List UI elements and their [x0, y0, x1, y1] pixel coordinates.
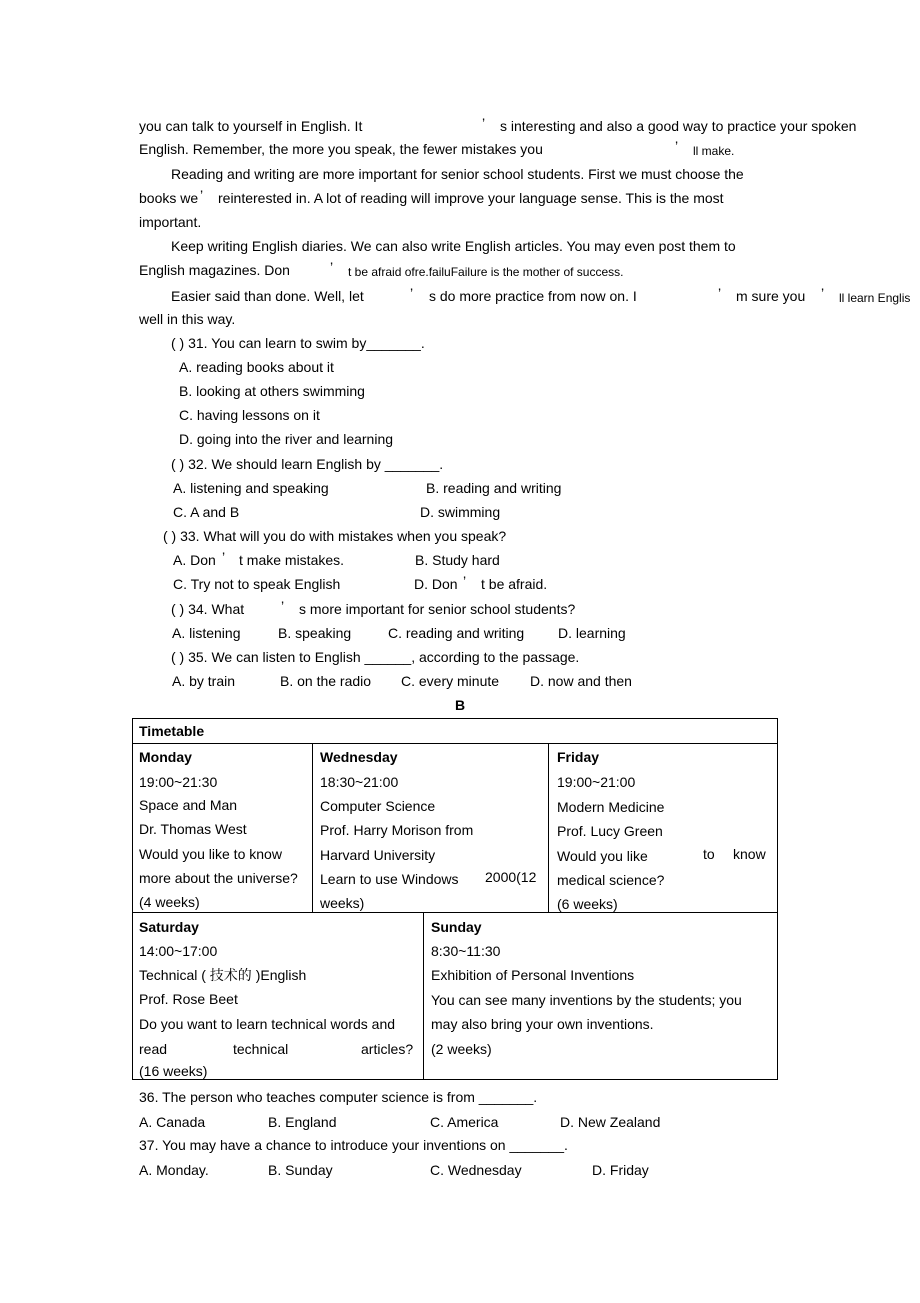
apostrophe: ’ — [200, 187, 204, 203]
monday-cell — [133, 744, 313, 913]
question-34-text: s more important for senior school students? — [299, 601, 576, 617]
course-description: more about the universe? — [139, 870, 298, 886]
option: A. by train — [172, 673, 236, 689]
course-description: know — [733, 846, 766, 862]
timetable — [132, 718, 778, 1080]
option: B. looking at others swimming — [179, 383, 365, 399]
day-label: Wednesday — [320, 749, 398, 765]
question-31: ( ) 31. You can learn to swim by_______. — [171, 335, 425, 351]
option: A. Don — [173, 552, 216, 568]
class-time: 19:00~21:00 — [557, 774, 636, 790]
course-description: read — [139, 1041, 168, 1057]
passage-line: books we — [139, 190, 199, 206]
course-description: articles? — [361, 1041, 414, 1057]
passage-line: ll make. — [693, 144, 735, 158]
course-description: Would you like to know — [139, 846, 282, 862]
course-description: may also bring your own inventions. — [431, 1016, 654, 1032]
option: B. England — [268, 1114, 337, 1130]
wednesday-cell — [313, 744, 549, 913]
course-duration: (6 weeks) — [557, 896, 618, 912]
teacher: Prof. Harry Morison from — [320, 822, 474, 838]
passage-line: m sure you — [736, 288, 806, 304]
question-34: ( ) 34. What — [171, 601, 245, 617]
teacher: Harvard University — [320, 847, 436, 863]
course-description: Learn to use Windows — [320, 871, 459, 887]
option: B. Sunday — [268, 1162, 333, 1178]
passage-line: English. Remember, the more you speak, the fewer mistakes you — [139, 141, 543, 157]
apostrophe: ’ — [675, 138, 679, 154]
passage-line: reinterested in. A lot of reading will improve your language sense. This is the most — [218, 190, 724, 206]
passage-line: Reading and writing are more important for senior school students. First we must choose the — [171, 166, 744, 182]
passage-line: ll learn Englis — [839, 291, 911, 305]
course-description: to — [703, 846, 715, 862]
course-description: medical science? — [557, 872, 665, 888]
apostrophe: ’ — [482, 115, 486, 131]
class-time: 8:30~11:30 — [431, 943, 501, 959]
option: t be afraid. — [481, 576, 548, 592]
apostrophe: ’ — [410, 285, 414, 301]
day-label: Sunday — [431, 919, 482, 935]
question-32: ( ) 32. We should learn English by _______. — [171, 456, 444, 472]
day-label: Friday — [557, 749, 600, 765]
course-name: Space and Man — [139, 797, 238, 813]
passage-line: Easier said than done. Well, let — [171, 288, 364, 304]
passage-line: s interesting and also a good way to practice your spoken — [500, 118, 857, 134]
apostrophe: ’ — [281, 598, 285, 614]
course-description: Do you want to learn technical words and — [139, 1016, 396, 1032]
course-duration: (2 weeks) — [431, 1041, 492, 1057]
option: A. Monday. — [139, 1162, 209, 1178]
course-duration: weeks) — [320, 895, 365, 911]
question-35: ( ) 35. We can listen to English ______, according to the passage. — [171, 649, 580, 665]
sunday-cell — [424, 913, 778, 1080]
option: D. Friday — [592, 1162, 649, 1178]
apostrophe: ’ — [222, 549, 226, 565]
passage-line: well in this way. — [139, 311, 236, 327]
option: C. reading and writing — [388, 625, 525, 641]
passage-line: Keep writing English diaries. We can also write English articles. You may even post them to — [171, 238, 736, 254]
class-time: 14:00~17:00 — [139, 943, 218, 959]
option: B. Study hard — [415, 552, 500, 568]
option: C. A and B — [173, 504, 240, 520]
apostrophe: ’ — [463, 573, 467, 589]
teacher: Prof. Lucy Green — [557, 823, 663, 839]
passage-line: important. — [139, 214, 202, 230]
option: B. reading and writing — [426, 480, 562, 496]
course-duration: (4 weeks) — [139, 894, 200, 910]
option: C. America — [430, 1114, 499, 1130]
timetable-title: Timetable — [139, 723, 205, 739]
option: C. having lessons on it — [179, 407, 320, 423]
passage-line: English magazines. Don — [139, 262, 290, 278]
option: D. learning — [558, 625, 626, 641]
teacher: Dr. Thomas West — [139, 821, 247, 837]
question-37: 37. You may have a chance to introduce your inventions on _______. — [139, 1137, 568, 1153]
option: A. Canada — [139, 1114, 206, 1130]
passage-line: you can talk to yourself in English. It — [139, 118, 363, 134]
course-description: technical — [233, 1041, 289, 1057]
option: B. speaking — [278, 625, 352, 641]
option: C. Try not to speak English — [173, 576, 341, 592]
course-duration: (16 weeks) — [139, 1063, 208, 1079]
course-description: You can see many inventions by the students; you — [431, 992, 742, 1008]
question-33: ( ) 33. What will you do with mistakes when you speak? — [163, 528, 507, 544]
option: t make mistakes. — [239, 552, 345, 568]
passage-line: t be afraid ofre.failuFailure is the mother of success. — [348, 265, 624, 279]
teacher: Prof. Rose Beet — [139, 991, 238, 1007]
option: A. listening and speaking — [173, 480, 329, 496]
course-description: 2000(12 — [485, 869, 537, 885]
section-heading: B — [455, 697, 466, 713]
option: B. on the radio — [280, 673, 372, 689]
passage-line: s do more practice from now on. I — [429, 288, 637, 304]
day-label: Saturday — [139, 919, 199, 935]
timetable-title-cell — [133, 719, 778, 744]
course-description: Would you like — [557, 848, 648, 864]
day-label: Monday — [139, 749, 192, 765]
option: D. now and then — [530, 673, 632, 689]
class-time: 19:00~21:30 — [139, 774, 218, 790]
option: D. swimming — [420, 504, 501, 520]
option: A. reading books about it — [179, 359, 334, 375]
course-name: Technical ( 技术的 )English — [139, 967, 307, 983]
course-name: Exhibition of Personal Inventions — [431, 967, 635, 983]
option: A. listening — [172, 625, 241, 641]
option: C. Wednesday — [430, 1162, 522, 1178]
apostrophe: ’ — [718, 285, 722, 301]
apostrophe: ’ — [821, 285, 825, 301]
option: D. Don — [414, 576, 458, 592]
course-name: Modern Medicine — [557, 799, 665, 815]
option: D. going into the river and learning — [179, 431, 394, 447]
course-name: Computer Science — [320, 798, 436, 814]
saturday-cell — [133, 913, 424, 1080]
friday-cell — [549, 744, 778, 913]
apostrophe: ’ — [330, 259, 334, 275]
option: D. New Zealand — [560, 1114, 661, 1130]
option: C. every minute — [401, 673, 500, 689]
class-time: 18:30~21:00 — [320, 774, 399, 790]
question-36: 36. The person who teaches computer science is from _______. — [139, 1089, 538, 1105]
